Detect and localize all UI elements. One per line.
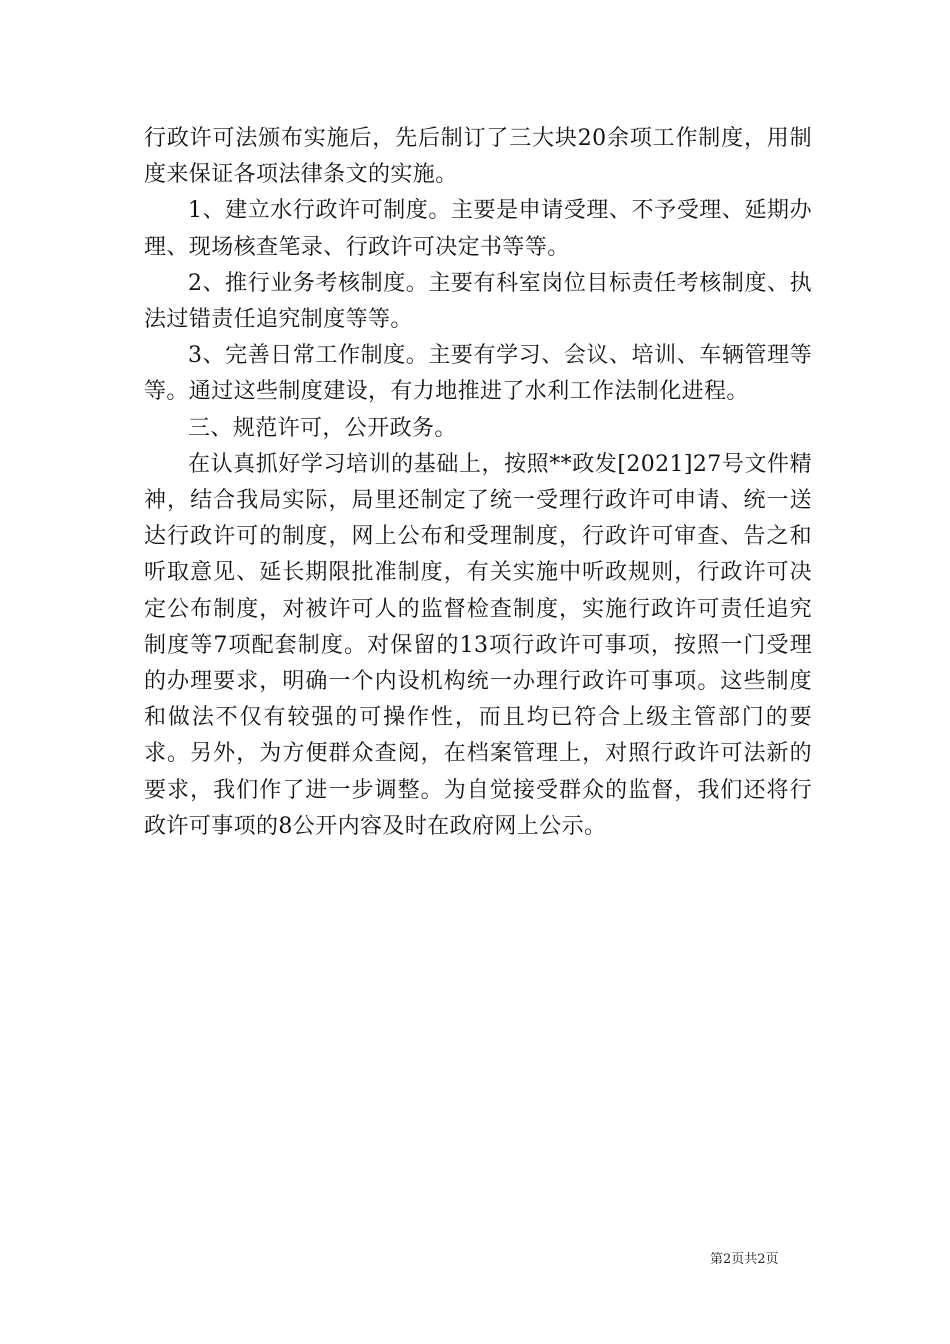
paragraph-1: 行政许可法颁布实施后，先后制订了三大块20余项工作制度，用制度来保证各项法律条文的实施。 — [144, 126, 812, 188]
document-body — [144, 121, 812, 845]
section-heading: 三、规范许可，公开政务。 — [188, 415, 457, 441]
paragraph-2: 1、建立水行政许可制度。主要是申请受理、不予受理、延期办理、现场核查笔录、行政许可决定书等等。 — [144, 198, 812, 260]
paragraph-4: 3、完善日常工作制度。主要有学习、会议、培训、车辆管理等等。通过这些制度建设，有力地推进了水利工作法制化进程。 — [144, 343, 812, 405]
paragraph-5: 在认真抓好学习培训的基础上，按照**政发[2021]27号文件精神，结合我局实际，局里还制定了统一受理行政许可申请、统一送达行政许可的制度，网上公布和受理制度，行政许可审查、告之和听取意见、延长期限批准制度，有关实施中听政规则，行政许可决定公布制度，对被许可人的监督检查制度，实施行政许可责任追究制度等7项配套制度。对保留的13项行政许可事项，按照一门受理的办理要求，明确一个内设机构统一办理行政许可事项。这些制度和做法不仅有较强的可操作性，而且均已符合上级主管部门的要求。另外，为方便群众查阅，在档案管理上，对照行政许可法新的要求，我们作了进一步调整。为自觉接受群众的监督，我们还将行政许可事项的8公开内容及时在政府网上公示。 — [144, 451, 812, 839]
page-number: 第2页共2页 — [710, 1252, 779, 1267]
paragraph-3: 2、推行业务考核制度。主要有科室岗位目标责任考核制度、执法过错责任追究制度等等。 — [144, 270, 812, 333]
